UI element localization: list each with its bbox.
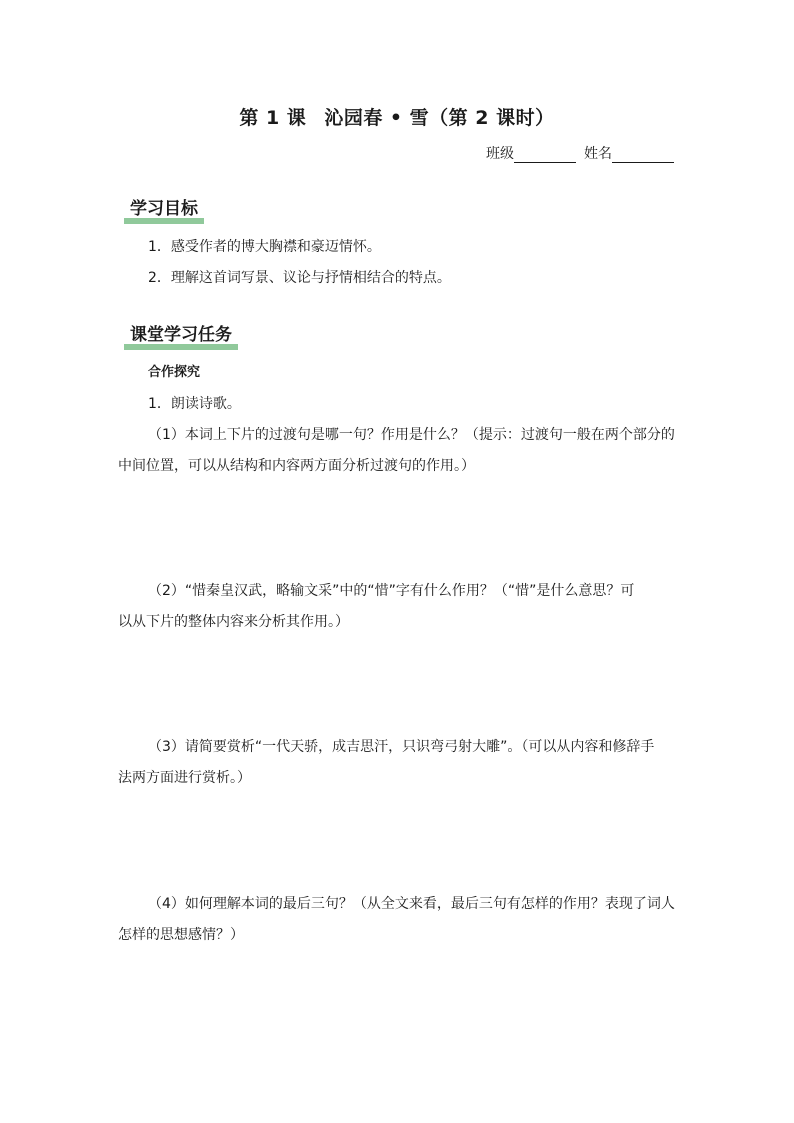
subheading-cooperative-inquiry: 合作探究 (148, 365, 201, 380)
goal-item-1: 1．感受作者的博大胸襟和豪迈情怀。 (148, 239, 381, 255)
class-label: 班级 (486, 146, 514, 162)
class-blank[interactable] (514, 148, 576, 163)
question-2-line-1: （2）“惜秦皇汉武，略输文采”中的“惜”字有什么作用？（“惜”是什么意思？可 (148, 583, 635, 599)
question-4-line-1: （4）如何理解本词的最后三句？（从全文来看，最后三句有怎样的作用？表现了词人 (148, 896, 675, 912)
question-3-line-1: （3）请简要赏析“一代天骄，成吉思汗，只识弯弓射大雕”。（可以从内容和修辞手 (148, 739, 655, 755)
question-4-line-2: 怎样的思想感情？） (118, 927, 244, 943)
question-3-line-2: 法两方面进行赏析。） (118, 770, 251, 786)
lesson-title: 沁园春 • 雪（第 2 课时） (324, 107, 555, 129)
page-title (0, 103, 794, 130)
question-1-line-1: （1）本词上下片的过渡句是哪一句？作用是什么？（提示：过渡句一般在两个部分的 (148, 427, 675, 443)
task-item-1: 1．朗读诗歌。 (148, 396, 241, 412)
goal-item-2: 2．理解这首词写景、议论与抒情相结合的特点。 (148, 270, 451, 286)
name-label: 姓名 (584, 146, 612, 162)
name-blank[interactable] (612, 148, 674, 163)
question-2-line-2: 以从下片的整体内容来分析其作用。） (118, 614, 349, 630)
section-heading-tasks: 课堂学习任务 (124, 320, 238, 347)
section-heading-goals: 学习目标 (124, 194, 204, 221)
question-1-line-2: 中间位置，可以从结构和内容两方面分析过渡句的作用。） (118, 458, 475, 474)
lesson-number: 第 1 课 (239, 107, 307, 129)
student-info (486, 143, 674, 163)
